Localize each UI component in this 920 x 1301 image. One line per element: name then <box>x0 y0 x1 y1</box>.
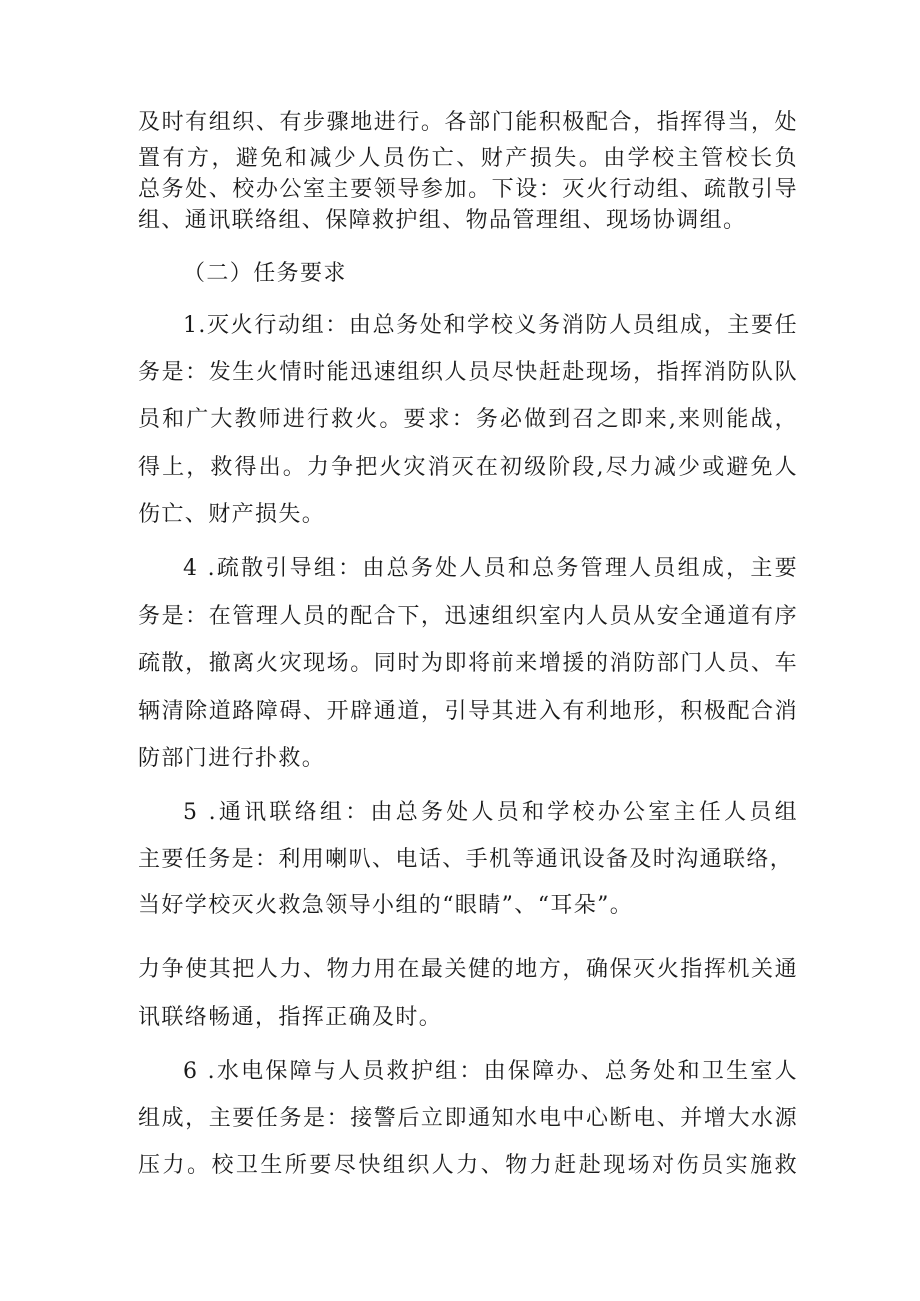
paragraph-line: 讯联络畅通，指挥正确及时。 <box>138 1005 443 1030</box>
paragraph-line: 置有方，避免和减少人员伤亡、财产损失。由学校主管校长负 <box>138 146 798 171</box>
paragraph-line: 力争使其把人力、物力用在最关健的地方，确保灭火指挥机关通 <box>138 957 798 982</box>
item-4-line: 4 .疏散引导组：由总务处人员和总务管理人员组成，主要 <box>183 556 798 581</box>
item-5-line: 5 .通讯联络组：由总务处人员和学校办公室主任人员组 <box>183 800 798 825</box>
item-4-line: 疏散，撤离火灾现场。同时为即将前来增援的消防部门人员、车 <box>138 651 798 676</box>
item-6-line: 组成，主要任务是：接警后立即通知水电中心断电、并增大水源 <box>138 1106 798 1131</box>
paragraph-line: 及时有组织、有步骤地进行。各部门能积极配合，指挥得当，处 <box>138 110 798 135</box>
paragraph-line: 组、通讯联络组、保障救护组、物品管理组、现场协调组。 <box>138 208 747 233</box>
item-5-line: 当好学校灭火救急领导小组的“眼睛”、“耳朵”。 <box>138 893 634 918</box>
item-6-line: 压力。校卫生所要尽快组织人力、物力赶赴现场对伤员实施救 <box>138 1153 798 1178</box>
item-1-line: 得上，救得出。力争把火灾消灭在初级阶段,尽力减少或避免人 <box>138 455 798 480</box>
section-heading: （二）任务要求 <box>183 261 347 286</box>
item-5-line: 主要任务是：利用喇叭、电话、手机等通讯设备及时沟通联络， <box>138 847 794 872</box>
item-4-line: 辆清除道路障碍、开辟通道，引导其进入有利地形，积极配合消 <box>138 699 798 724</box>
item-1-line: 员和广大教师进行救火。要求：务必做到召之即来,来则能战， <box>138 407 798 432</box>
item-4-line: 防部门进行扑救。 <box>138 746 326 771</box>
item-1-line: 伤亡、财产损失。 <box>138 502 326 527</box>
item-1-line: 1.灭火行动组：由总务处和学校义务消防人员组成，主要任 <box>183 313 798 338</box>
item-4-line: 务是：在管理人员的配合下，迅速组织室内人员从安全通道有序 <box>138 604 798 629</box>
item-6-line: 6 .水电保障与人员救护组：由保障办、总务处和卫生室人 <box>183 1059 798 1084</box>
item-1-line: 务是：发生火情时能迅速组织人员尽快赶赴现场，指挥消防队队 <box>138 360 798 385</box>
paragraph-line: 总务处、校办公室主要领导参加。下设：灭火行动组、疏散引导 <box>138 177 798 202</box>
